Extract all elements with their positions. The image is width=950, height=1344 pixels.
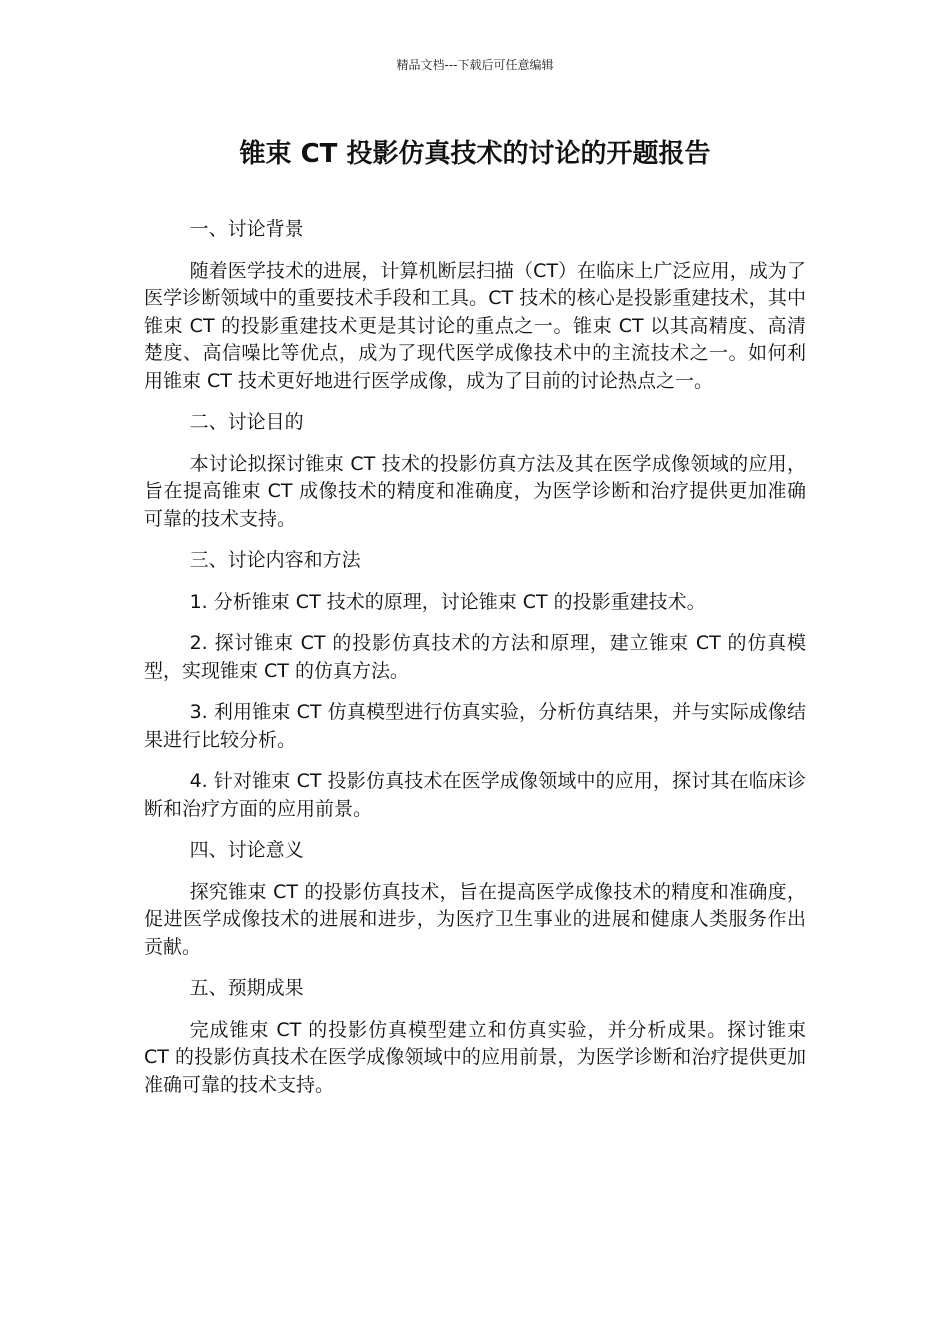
list-item-method-1: 1. 分析锥束 CT 技术的原理，讨论锥束 CT 的投影重建技术。 (189, 590, 706, 613)
paragraph-expected-results: 完成锥束 CT 的投影仿真模型建立和仿真实验，并分析成果。探讨锥束 CT 的投影仿真技术在医学成像领域中的应用前景，为医学诊断和治疗提供更加准确可靠的技术支持。 (144, 1018, 806, 1096)
list-item-method-3: 3. 利用锥束 CT 仿真模型进行仿真实验，分析仿真结果，并与实际成像结果进行比较分析。 (144, 701, 806, 751)
page-header: 精品文档---下载后可任意编辑 (396, 58, 554, 72)
section-heading-purpose: 二、讨论目的 (189, 411, 304, 433)
document-body (144, 216, 806, 1113)
section-heading-expected-results: 五、预期成果 (189, 977, 304, 999)
list-item-method-4: 4. 针对锥束 CT 投影仿真技术在医学成像领域中的应用，探讨其在临床诊断和治疗方面的应用前景。 (144, 770, 806, 820)
document-title: 锥束 CT 投影仿真技术的讨论的开题报告 (239, 139, 711, 169)
list-item-method-2: 2. 探讨锥束 CT 的投影仿真技术的方法和原理，建立锥束 CT 的仿真模型，实现锥束 CT 的仿真方法。 (144, 632, 806, 682)
paragraph-significance: 探究锥束 CT 的投影仿真技术，旨在提高医学成像技术的精度和准确度，促进医学成像技术的进展和进步，为医疗卫生事业的进展和健康人类服务作出贡献。 (144, 880, 806, 958)
paragraph-purpose: 本讨论拟探讨锥束 CT 技术的投影仿真方法及其在医学成像领域的应用，旨在提高锥束 CT 成像技术的精度和准确度，为医学诊断和治疗提供更加准确可靠的技术支持。 (144, 452, 806, 530)
section-heading-content-methods: 三、讨论内容和方法 (189, 549, 361, 571)
section-heading-background: 一、讨论背景 (189, 218, 304, 240)
paragraph-background: 随着医学技术的进展，计算机断层扫描（CT）在临床上广泛应用，成为了医学诊断领域中的重要技术手段和工具。CT 技术的核心是投影重建技术，其中锥束 CT 的投影重建技术更是其讨论的重点之一。锥束 CT 以其高精度、高清楚度、高信噪比等优点，成为了现代医学成像技术中的主流技术之一。如何利用锥束 CT 技术更好地进行医学成像，成为了目前的讨论热点之一。 (144, 259, 806, 392)
section-heading-significance: 四、讨论意义 (189, 839, 304, 861)
